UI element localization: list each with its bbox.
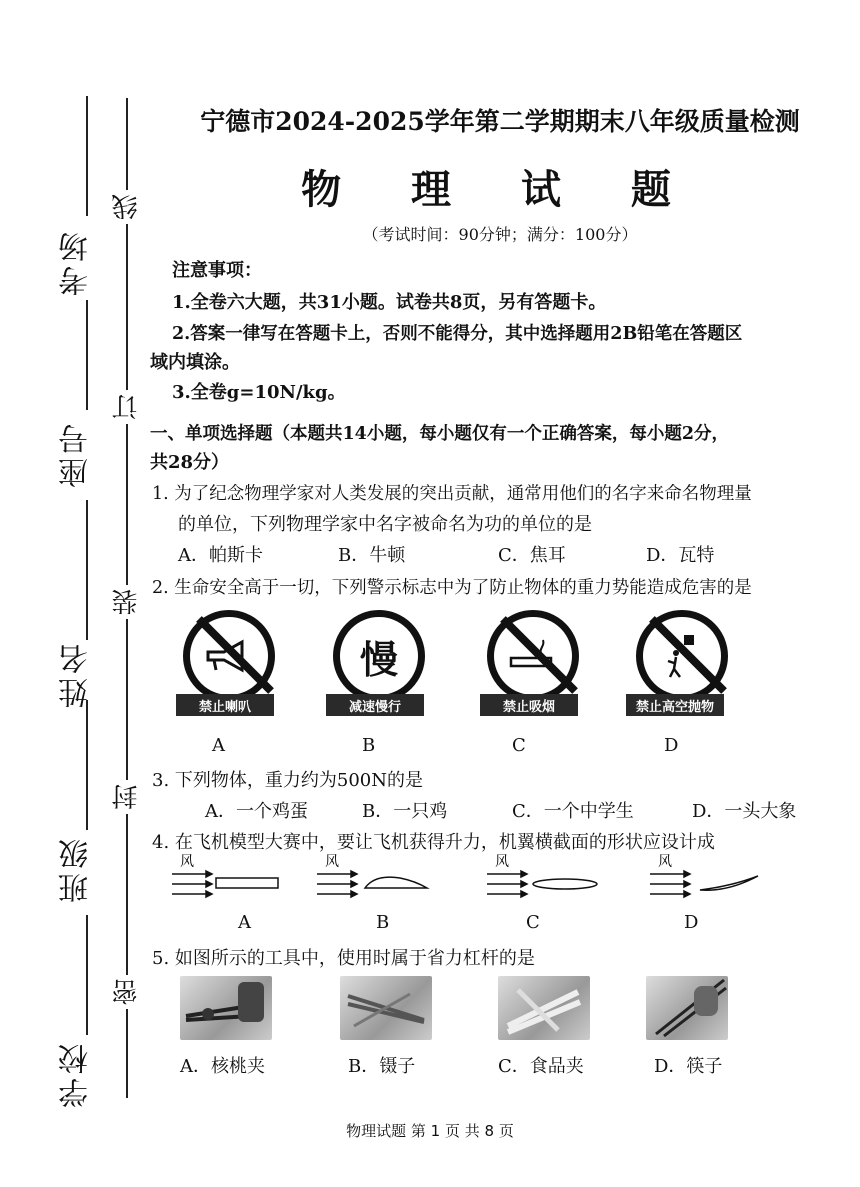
wing-shape-d-icon bbox=[648, 852, 768, 904]
field-name: 姓名 bbox=[59, 640, 94, 708]
field-seat-number: 座号 bbox=[59, 420, 94, 488]
section1-heading: 一、单项选择题（本题共14小题，每小题仅有一个正确答案，每小题2分， bbox=[150, 424, 730, 444]
notes-heading: 注意事项： bbox=[172, 260, 262, 281]
seal-word-line: 线 bbox=[108, 190, 145, 224]
slow-sign-icon bbox=[333, 610, 425, 702]
note-2: 2.答案一律写在答题卡上，否则不能得分，其中选择题用2B铅笔在答题区 bbox=[172, 324, 743, 344]
q1-option-d: D．瓦特 bbox=[646, 545, 715, 566]
exam-title: 宁德市2024-2025学年第二学期期末八年级质量检测 bbox=[200, 107, 800, 136]
q3-stem: 3. 下列物体，重力约为500N的是 bbox=[152, 770, 424, 791]
page-footer: 物理试题 第 1 页 共 8 页 bbox=[346, 1122, 514, 1140]
sign-plaque-b: 减速慢行 bbox=[326, 694, 424, 716]
blank-line-4 bbox=[86, 700, 88, 830]
seal-word-seal: 封 bbox=[108, 780, 145, 814]
wind-label-d: 风 bbox=[658, 854, 672, 870]
food-tongs-image bbox=[498, 976, 590, 1040]
q3-option-b: B．一只鸡 bbox=[362, 801, 448, 822]
note-3: 3.全卷g=10N/kg。 bbox=[172, 382, 346, 403]
field-class: 班级 bbox=[59, 835, 94, 903]
no-horn-sign-icon bbox=[183, 610, 275, 702]
q3-option-d: D．一头大象 bbox=[692, 801, 797, 822]
q2-letter-a: A bbox=[212, 735, 225, 756]
q4-stem: 4. 在飞机模型大赛中，要让飞机获得升力，机翼横截面的形状应设计成 bbox=[152, 832, 715, 853]
wing-shape-a-icon bbox=[170, 852, 290, 904]
seal-word-secret: 密 bbox=[108, 975, 145, 1009]
q1-option-a: A．帕斯卡 bbox=[178, 545, 263, 566]
cigarette-icon bbox=[494, 617, 572, 695]
seal-word-bind: 订 bbox=[108, 390, 145, 424]
q1-stem-cont: 的单位，下列物理学家中名字被命名为功的单位的是 bbox=[178, 514, 592, 535]
wing-shape-c-icon bbox=[485, 852, 615, 904]
q5-stem: 5. 如图所示的工具中，使用时属于省力杠杆的是 bbox=[152, 948, 535, 969]
sign-plaque-a: 禁止喇叭 bbox=[176, 694, 274, 716]
sign-plaque-d: 禁止高空抛物 bbox=[626, 694, 724, 716]
q1-stem: 1. 为了纪念物理学家对人类发展的突出贡献，通常用他们的名字来命名物理量 bbox=[152, 484, 752, 504]
no-throwing-sign-icon bbox=[636, 610, 728, 702]
q1-option-b: B．牛顿 bbox=[338, 545, 406, 566]
note-1: 1.全卷六大题，共31小题。试卷共8页，另有答题卡。 bbox=[172, 292, 607, 313]
q3-option-a: A．一个鸡蛋 bbox=[205, 801, 308, 822]
wing-shape-b-icon bbox=[315, 852, 435, 904]
wind-label-b: 风 bbox=[325, 854, 339, 870]
blank-line-3 bbox=[86, 500, 88, 640]
q3-option-c: C．一个中学生 bbox=[512, 801, 634, 822]
nutcracker-image bbox=[180, 976, 272, 1040]
field-exam-room: 考场 bbox=[59, 228, 94, 296]
subject-title: 物 理 试 题 bbox=[301, 166, 699, 213]
blank-line-1 bbox=[86, 96, 88, 216]
q5-option-d: D．筷子 bbox=[654, 1056, 723, 1077]
q4-letter-c: C bbox=[526, 912, 540, 933]
falling-object-icon bbox=[643, 617, 721, 695]
blank-line-2 bbox=[86, 300, 88, 410]
wind-label-c: 风 bbox=[495, 854, 509, 870]
seal-word-fix: 装 bbox=[108, 585, 145, 619]
horn-icon bbox=[190, 617, 268, 695]
section1-heading-cont: 共28分） bbox=[150, 452, 230, 473]
q2-letter-c: C bbox=[512, 735, 526, 756]
note-2-cont: 域内填涂。 bbox=[150, 352, 240, 373]
field-school: 学校 bbox=[59, 1040, 94, 1108]
wind-label-a: 风 bbox=[180, 854, 194, 870]
q4-letter-b: B bbox=[376, 912, 390, 933]
slow-glyph: 慢 bbox=[359, 636, 398, 682]
chopsticks-image bbox=[646, 976, 728, 1040]
q2-letter-b: B bbox=[362, 735, 376, 756]
q4-letter-a: A bbox=[238, 912, 251, 933]
q4-letter-d: D bbox=[684, 912, 699, 933]
q5-option-a: A．核桃夹 bbox=[180, 1056, 265, 1077]
exam-info: （考试时间：90分钟；满分：100分） bbox=[362, 225, 638, 244]
q5-option-b: B．镊子 bbox=[348, 1056, 416, 1077]
sign-plaque-c: 禁止吸烟 bbox=[480, 694, 578, 716]
tweezers-image bbox=[340, 976, 432, 1040]
q2-stem: 2. 生命安全高于一切，下列警示标志中为了防止物体的重力势能造成危害的是 bbox=[152, 578, 752, 598]
no-smoking-sign-icon bbox=[487, 610, 579, 702]
blank-line-5 bbox=[86, 915, 88, 1035]
q5-option-c: C．食品夹 bbox=[498, 1056, 584, 1077]
q2-letter-d: D bbox=[664, 735, 679, 756]
q1-option-c: C．焦耳 bbox=[498, 545, 566, 566]
